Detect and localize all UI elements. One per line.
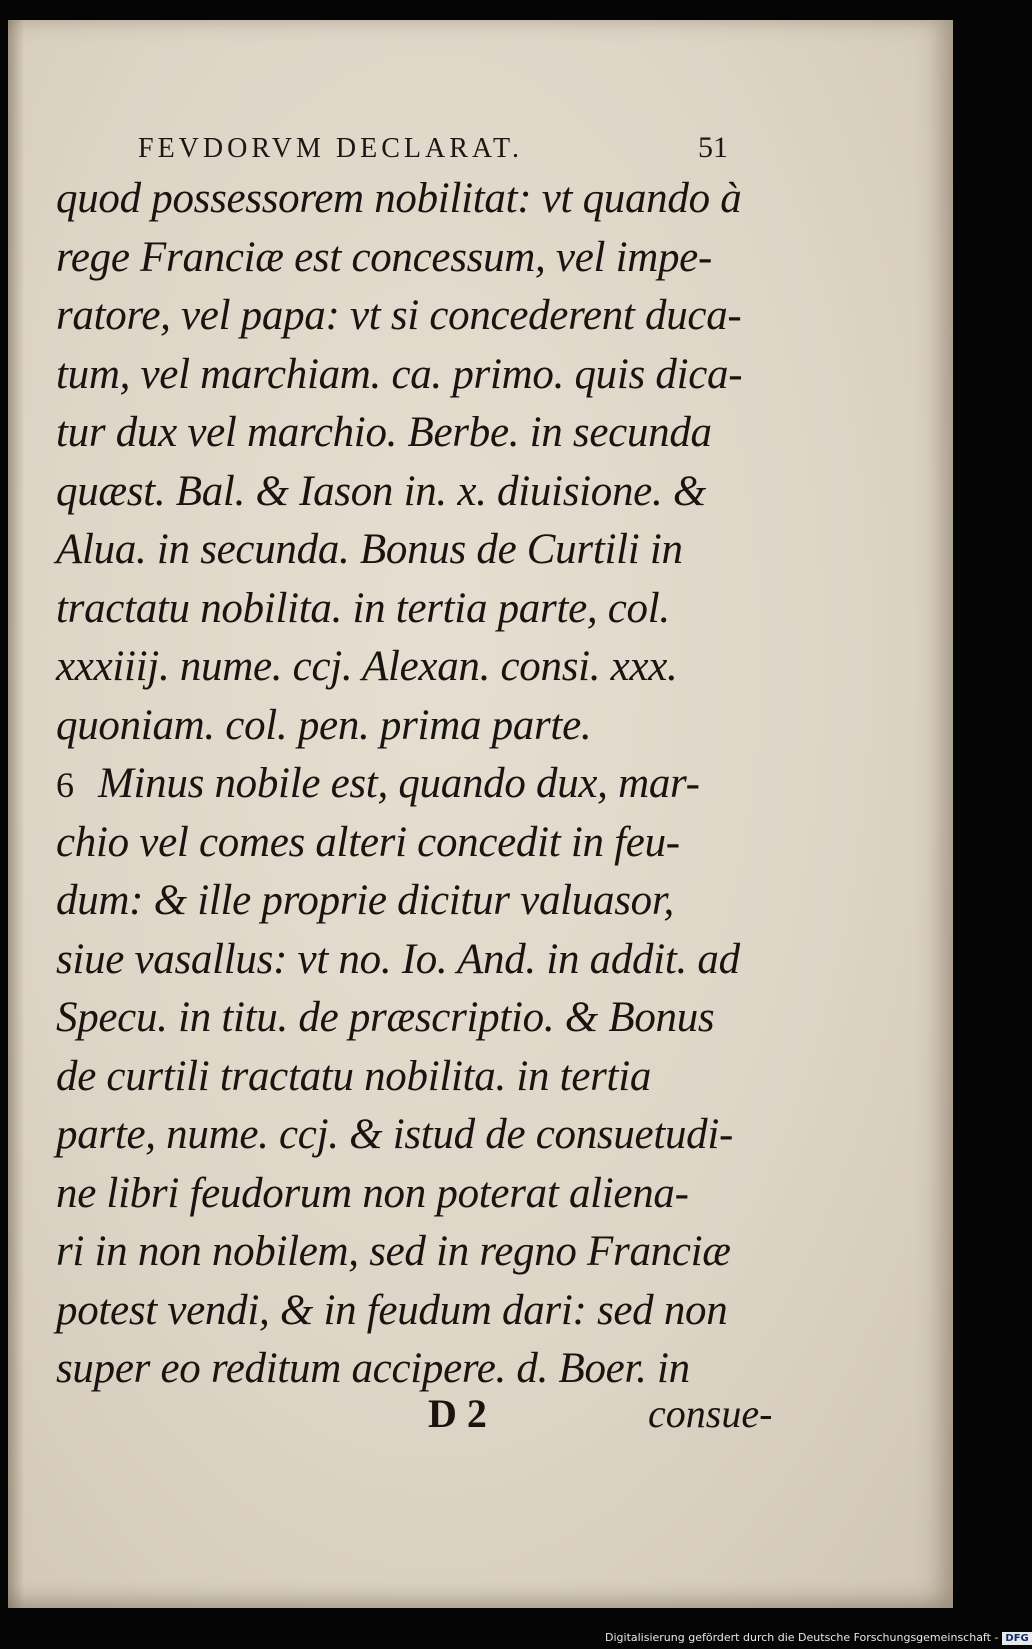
signature-mark: D 2	[428, 1391, 487, 1436]
page-header	[138, 133, 738, 167]
text-line: tur dux vel marchio. Berbe. in secunda	[56, 409, 712, 456]
section-line: chio vel comes alteri concedit in feu-	[56, 818, 680, 866]
catchword: consue-	[648, 1391, 773, 1436]
section-first-line	[56, 755, 776, 814]
section-line: ri in non nobilem, sed in regno Franciæ	[56, 1228, 731, 1275]
text-line: quoniam. col. pen. prima parte.	[56, 701, 592, 749]
text-line: rege Franciæ est concessum, vel impe-	[56, 233, 712, 281]
text-line: Alua. in secunda. Bonus de Curtili in	[56, 526, 683, 573]
section-line: Specu. in titu. de præscriptio. & Bonus	[56, 994, 715, 1041]
text-line: tractatu nobilita. in tertia parte, col.	[56, 584, 670, 632]
section-line: potest vendi, & in feudum dari: sed non	[56, 1286, 728, 1334]
catchline	[56, 1390, 776, 1440]
running-title: FEVDORVM DECLARAT.	[138, 133, 524, 164]
page-number: 51	[698, 131, 728, 164]
section-number: 6	[56, 765, 74, 805]
page-gutter-shadow	[8, 20, 24, 1608]
text-line: quæst. Bal. & Iason in. x. diuisione. &	[56, 467, 707, 515]
text-line: quod possessorem nobilitat: vt quando à	[56, 175, 742, 222]
text-line: xxxiiij. nume. ccj. Alexan. consi. xxx.	[56, 643, 678, 690]
text-line: tum, vel marchiam. ca. primo. quis dica-	[56, 350, 743, 398]
section-line: de curtili tractatu nobilita. in tertia	[56, 1052, 652, 1100]
section-line: ne libri feudorum non poterat aliena-	[56, 1169, 689, 1217]
dfg-logo: DFG	[1002, 1632, 1031, 1645]
digitization-footer	[605, 1631, 1032, 1649]
section-line: super eo reditum accipere. d. Boer. in	[56, 1345, 690, 1392]
footer-text: Digitalisierung gefördert durch die Deutsche Forschungsgemeinschaft -	[605, 1631, 999, 1644]
section-line: siue vasallus: vt no. Io. And. in addit. ad	[56, 935, 740, 983]
section-line-text: Minus nobile est, quando dux, mar-	[98, 760, 700, 807]
section-line: parte, nume. ccj. & istud de consuetudi-	[56, 1111, 734, 1158]
text-block	[56, 170, 776, 1399]
text-line: ratore, vel papa: vt si concederent duca-	[56, 292, 742, 339]
section-line: dum: & ille proprie dicitur valuasor,	[56, 877, 674, 924]
book-page	[8, 20, 953, 1608]
